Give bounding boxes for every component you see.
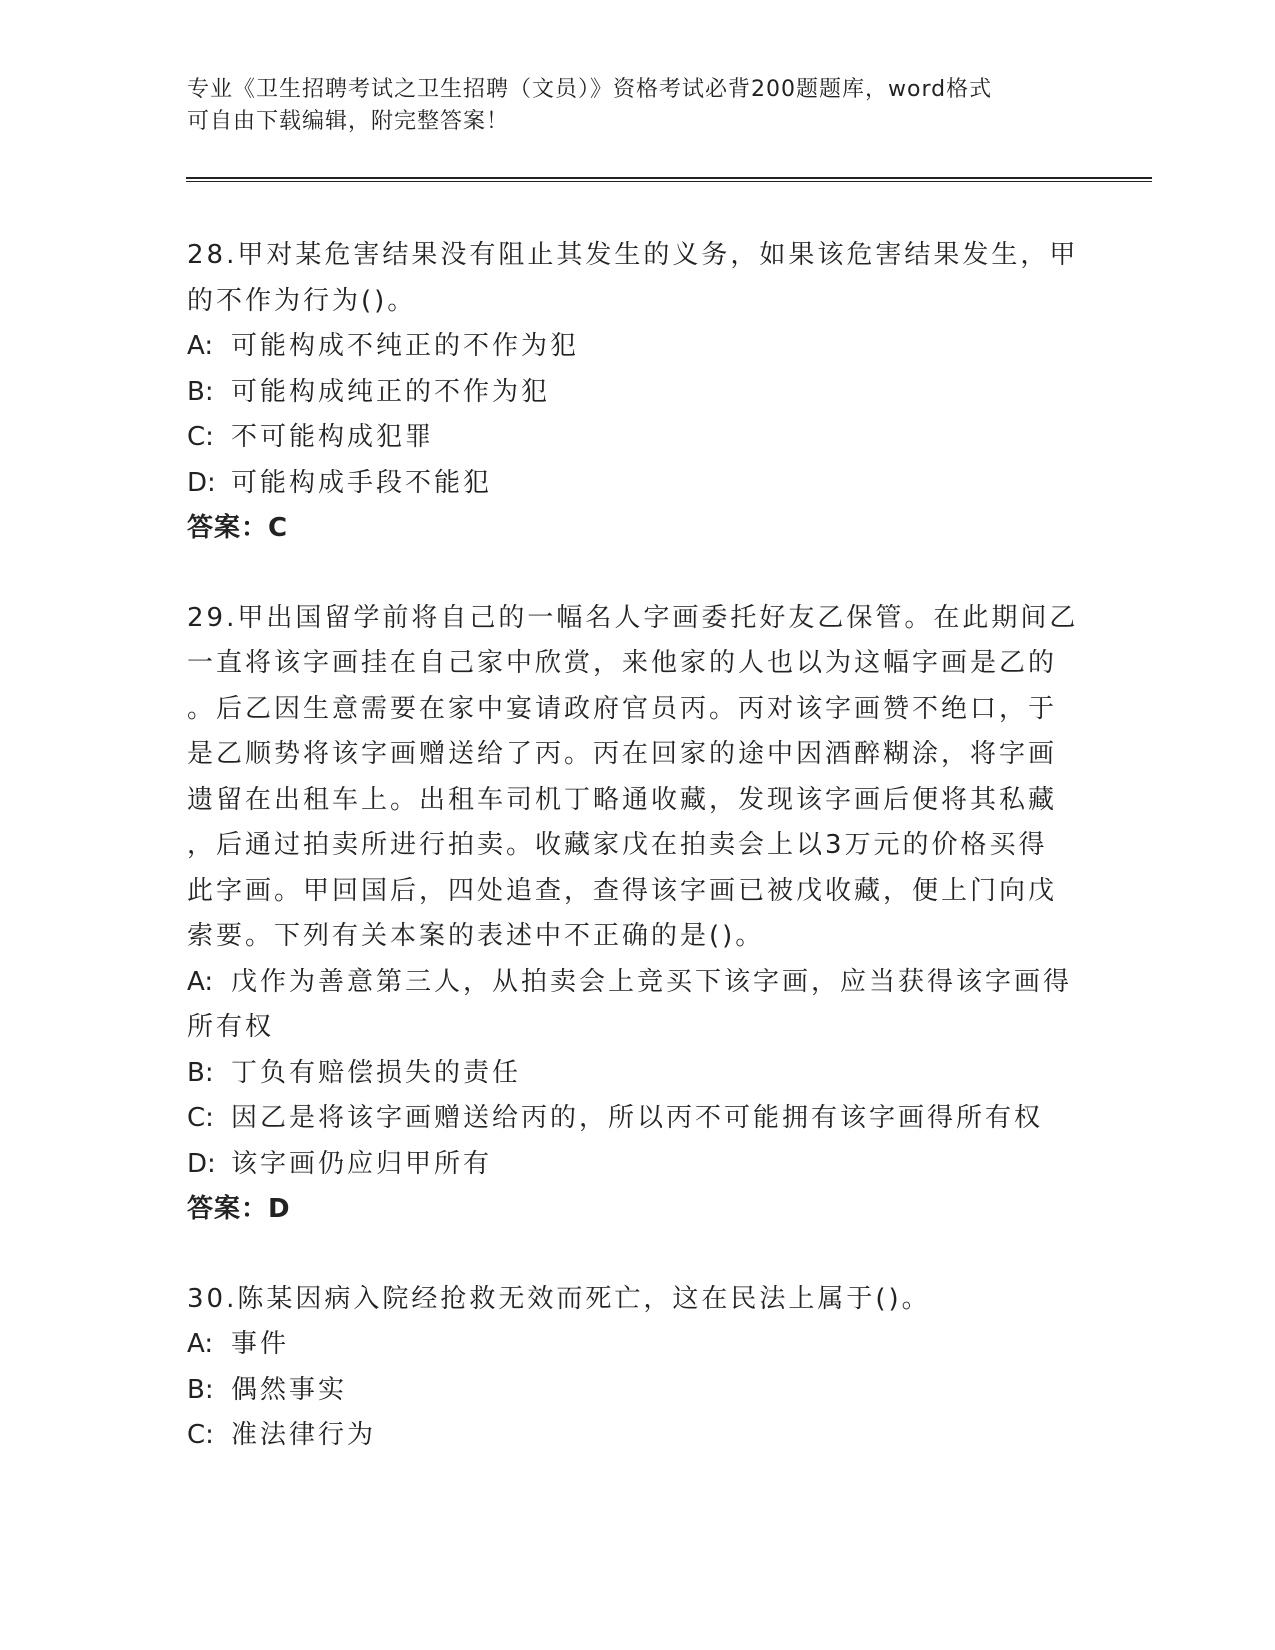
question-text-line: ，后通过拍卖所进行拍卖。收藏家戊在拍卖会上以3万元的价格买得 bbox=[187, 830, 1048, 860]
option-text: 丁负有赔偿损失的责任 bbox=[231, 1057, 522, 1088]
option-text: 可能构成不纯正的不作为犯 bbox=[231, 331, 580, 361]
document-header bbox=[187, 74, 1067, 138]
header-line-2: 可自由下载编辑，附完整答案！ bbox=[187, 109, 510, 134]
option-letter: D: bbox=[187, 1148, 216, 1179]
option-text: 可能构成纯正的不作为犯 bbox=[231, 376, 551, 407]
option-text: 可能构成手段不能犯 bbox=[231, 467, 493, 498]
option-text: 不可能构成犯罪 bbox=[231, 422, 435, 452]
option-letter: C: bbox=[187, 1420, 214, 1450]
option-a bbox=[187, 960, 1073, 1006]
question-text-line: 遗留在出租车上。出租车司机丁略通收藏，发现该字画后便将其私藏 bbox=[187, 784, 1058, 815]
option-letter: C: bbox=[187, 1103, 214, 1133]
option-text: 偶然事实 bbox=[231, 1374, 348, 1405]
option-c bbox=[187, 1413, 1067, 1459]
question-text-line: 索要。下列有关本案的表述中不正确的是()。 bbox=[187, 921, 765, 951]
header-line-1: 专业《卫生招聘考试之卫生招聘（文员）》资格考试必背200题题库，word格式 bbox=[187, 77, 993, 102]
question-text-line: 是乙顺势将该字画赠送给了丙。丙在回家的途中因酒醉糊涂，将字画 bbox=[187, 739, 1058, 769]
header-divider bbox=[186, 177, 1152, 182]
question-text-line: 的不作为行为()。 bbox=[187, 285, 417, 316]
question-text-line: 28.甲对某危害结果没有阻止其发生的义务，如果该危害结果发生，甲 bbox=[187, 240, 1079, 270]
option-a bbox=[187, 1322, 1067, 1368]
question-28 bbox=[187, 233, 1079, 552]
option-b bbox=[187, 1051, 1067, 1097]
option-text: 戊作为善意第三人，从拍卖会上竞买下该字画，应当获得该字画得 bbox=[231, 966, 1073, 997]
option-letter: D: bbox=[187, 467, 216, 498]
question-list bbox=[187, 233, 1079, 1503]
option-letter: B: bbox=[187, 1057, 214, 1088]
option-letter: A: bbox=[187, 966, 214, 997]
option-a-continuation: 所有权 bbox=[187, 1012, 275, 1042]
option-d bbox=[187, 461, 1067, 507]
answer-label: 答案：C bbox=[187, 513, 289, 543]
option-b bbox=[187, 1368, 1067, 1414]
option-letter: A: bbox=[187, 331, 214, 361]
question-text-line: 此字画。甲回国后，四处追查，查得该字画已被戊收藏，便上门向戊 bbox=[187, 875, 1058, 906]
question-text-line: 30.陈某因病入院经抢救无效而死亡，这在民法上属于()。 bbox=[187, 1283, 931, 1314]
option-letter: C: bbox=[187, 422, 214, 452]
option-letter: B: bbox=[187, 376, 214, 407]
question-text-line: 。后乙因生意需要在家中宴请政府官员丙。丙对该字画赞不绝口，于 bbox=[187, 693, 1058, 724]
question-30 bbox=[187, 1277, 1067, 1459]
question-text-line: 29.甲出国留学前将自己的一幅名人字画委托好友乙保管。在此期间乙 bbox=[187, 602, 1079, 633]
option-c bbox=[187, 415, 1067, 461]
option-text: 准法律行为 bbox=[231, 1420, 377, 1450]
option-letter: A: bbox=[187, 1329, 214, 1359]
option-a bbox=[187, 324, 1067, 370]
option-text: 因乙是将该字画赠送给丙的，所以丙不可能拥有该字画得所有权 bbox=[231, 1103, 1044, 1133]
question-29 bbox=[187, 596, 1079, 1233]
option-text: 该字画仍应归甲所有 bbox=[231, 1148, 493, 1179]
option-d bbox=[187, 1142, 1067, 1188]
option-text: 事件 bbox=[231, 1329, 290, 1359]
question-text-line: 一直将该字画挂在自己家中欣赏，来他家的人也以为这幅字画是乙的 bbox=[187, 648, 1058, 678]
option-c bbox=[187, 1096, 1067, 1142]
option-b bbox=[187, 370, 1067, 416]
option-letter: B: bbox=[187, 1374, 214, 1405]
answer-label: 答案：D bbox=[187, 1194, 291, 1224]
